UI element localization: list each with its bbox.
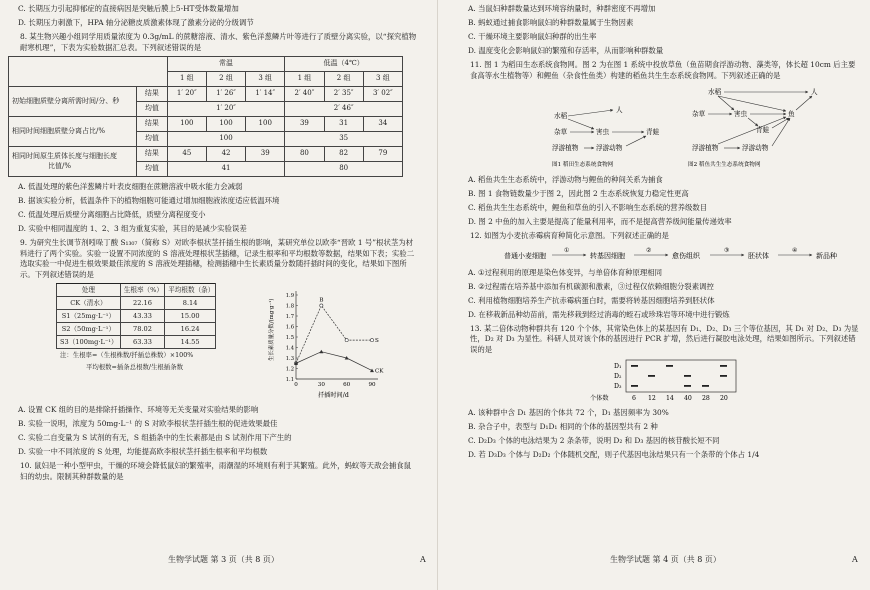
q8-cell: 1′ 20″ xyxy=(167,87,206,102)
q8-cell: 1′ 26″ xyxy=(206,87,245,102)
q8-result-label: 结果 xyxy=(137,117,168,132)
q9-cell: 78.02 xyxy=(120,323,164,336)
q8-cell: 79 xyxy=(363,147,402,162)
gel-row-d2: D₂ xyxy=(614,373,622,381)
chart-ylabel: 生长素质量分数/(mg·g⁻¹) xyxy=(269,298,275,362)
node-frog-2: 青蛙 xyxy=(756,126,770,135)
node-frog: 青蛙 xyxy=(646,128,660,137)
q8-row1-label: 初始细胞质壁分离所需时间/分、秒 xyxy=(9,87,137,117)
flow-circle-4: ④ xyxy=(792,247,798,255)
q13-gel-figure xyxy=(456,358,862,404)
q8-row3-label-a: 相同时间原生质体长度与细胞长度 xyxy=(12,151,117,160)
caption-2: 图2 稻鱼共生生态系统食物网 xyxy=(688,162,761,169)
node-pest: 害虫 xyxy=(596,128,610,137)
gel-band xyxy=(648,375,655,377)
q12-option-c: C. 利用植物细胞培养生产抗赤霉病蛋白时，需要将转基因细胞培养到胚状体 xyxy=(468,295,715,305)
q8-cell: 2′ 35″ xyxy=(324,87,363,102)
q11-option-c: C. 稻鱼共生生态系统中，鲤鱼和草鱼的引入不影响生态系统的营养级数目 xyxy=(468,202,708,212)
q8-header-low: 低温（4℃） xyxy=(285,57,403,72)
q9-line-chart xyxy=(266,283,396,401)
node-weed: 杂草 xyxy=(554,128,568,137)
gel-count: 40 xyxy=(684,395,692,403)
q8-header-normal: 常温 xyxy=(167,57,285,72)
q10-stem: 10. 鼠妇是一种小型甲虫，干燥的环境会降低鼠妇的繁殖率，雨潮湿的环境则有利于其繁殖。此外，蚂蚁等天敌会捕食鼠妇的幼虫。限制其种群数量的是 xyxy=(20,461,412,481)
q9-cell: S3（100mg·L⁻¹） xyxy=(57,336,121,349)
q9-note-1: 注：生根率=（生根株数/扦插总株数）×100% xyxy=(60,351,194,360)
q11-option-a: A. 稻鱼共生生态系统中，浮游动物与鲤鱼的种间关系为捕食 xyxy=(468,174,663,184)
flow-circle-3: ③ xyxy=(724,247,730,255)
q8-mean: 1′ 20″ xyxy=(167,102,285,117)
gel-band xyxy=(720,375,727,377)
q9-option-d: D. 实验一中不同浓度的 S 处理，均能提高欧李根状茎扦插生根率和平均根数 xyxy=(18,447,268,457)
q8-group: 3 组 xyxy=(246,72,285,87)
q8-group: 2 组 xyxy=(206,72,245,87)
page-4 xyxy=(456,4,862,464)
node-fish: 鱼 xyxy=(788,110,795,119)
q8-cell: 31 xyxy=(324,117,363,132)
x-tick-label: 30 xyxy=(317,382,325,389)
q9-cell: 16.24 xyxy=(165,323,216,336)
q9-table-wrap xyxy=(56,283,216,375)
q8-cell: 82 xyxy=(324,147,363,162)
gel-count-label: 个体数 xyxy=(590,395,609,403)
q8-stem: 8. 某生物兴趣小组同学用质量浓度为 0.3g/mL 的蔗糖溶液、清水、紫色洋葱鳞片叶等进行了质壁分离实验，以“探究植物耐寒机理”，下表为实验数据汇总表。下列叙述错误的是 xyxy=(20,32,417,52)
page-4-mark: A xyxy=(852,555,858,564)
q8-cell: 1′ 14″ xyxy=(246,87,285,102)
q8-mean-label: 均值 xyxy=(137,162,168,177)
q13-stem: 13. 某二倍体动物种群共有 120 个个体，其常染色体上的某基因有 D₁、D₂、D₃ 三个等位基因，其 D₁ 对 D₂、D₃ 为显性，D₂ 对 D₃ 为显性。科研人员对该个体的基因进行 PCR 扩增，然后进行凝胶电泳处理，结果如图所示。下列叙述错误的是 xyxy=(470,323,859,354)
point-CK xyxy=(370,369,374,373)
node-people-2: 人 xyxy=(811,88,818,97)
figure-2 xyxy=(688,87,818,168)
q9-stem: 9. 为研究生长调节剂吲哚丁酸 S₁₃₀₇（简称 S）对欧李根状茎扦插生根的影响，某研究单位以欧李“晋欧 1 号”根状茎为材料进行了两个实验。实验一设置不同浓度的 S 溶液处理根状茎插穗，记录生根率和平均根数等数据，结果如下表；实验二选取实验一中促进生根效果最佳浓度的 S 溶液处理插穗，检测插穗中生长素质量分数随扦插时间的变化，结果如下图所示。下列叙述错误的是 xyxy=(20,238,415,279)
page-3 xyxy=(6,4,418,485)
page-3-footer: 生物学试题 第 3 页（共 8 页） xyxy=(168,555,279,564)
flow-step-3: 愈伤组织 xyxy=(672,252,700,261)
node-people: 人 xyxy=(616,106,623,115)
q9-option-c: C. 实验二自变量为 S 试剂的有无，S 组插条中的生长素都是由 S 试剂作用下产生的 xyxy=(18,433,292,443)
gel-row-d1: D₁ xyxy=(614,363,622,371)
q8-cell: 2′ 40″ xyxy=(285,87,324,102)
node-rice-2: 水稻 xyxy=(708,88,722,97)
q8-option-a: A. 低温处理的紫色洋葱鳞片叶表皮细胞在蔗糖溶液中吸水能力会减弱 xyxy=(18,182,243,192)
q8-mean: 80 xyxy=(285,162,403,177)
q8-group: 1 组 xyxy=(285,72,324,87)
q13-option-a: A. 该种群中含 D₁ 基因的个体共 72 个，D₁ 基因频率为 30% xyxy=(468,407,669,417)
q8-corner xyxy=(9,57,168,87)
q8-row2-label: 相同时间细胞质壁分离占比/% xyxy=(9,117,137,147)
gel-bands xyxy=(631,365,727,387)
q12-stem: 12. 如图为小麦抗赤霉病育种简化示意图。下列叙述正确的是 xyxy=(470,230,669,240)
q9-header: 处理 xyxy=(57,284,121,297)
point-label-b: B xyxy=(319,297,324,304)
flow-step-2: 转基因细胞 xyxy=(590,252,625,261)
gel-row-d3: D₃ xyxy=(614,383,622,391)
chart-xlabel: 扦插时间/d xyxy=(318,392,349,400)
q11-option-d: D. 图 2 中鱼的加入主要是提高了能量利用率，而不是提高营养级间能量传递效率 xyxy=(468,216,732,226)
q8-mean-label: 均值 xyxy=(137,102,168,117)
flow-step-4: 胚状体 xyxy=(748,252,769,261)
q8-cell: 100 xyxy=(246,117,285,132)
q9-option-a: A. 设置 CK 组的目的是排除扦插操作、环境等无关变量对实验结果的影响 xyxy=(18,405,259,415)
q9-cell: S1（25mg·L⁻¹） xyxy=(57,310,121,323)
q9-cell: 14.55 xyxy=(165,336,216,349)
q9-cell: 22.16 xyxy=(120,297,164,310)
q8-option-c: C. 低温处理后质壁分离细胞占比降低，质壁分离程度变小 xyxy=(18,210,206,220)
q8-cell: 80 xyxy=(285,147,324,162)
figure-1 xyxy=(552,105,660,168)
q8-mean: 100 xyxy=(167,132,285,147)
node-pest-2: 害虫 xyxy=(734,110,748,119)
point-S xyxy=(320,304,323,307)
flow-circle-1: ① xyxy=(564,247,570,255)
q8-result-label: 结果 xyxy=(137,147,168,162)
q11-stem: 11. 图 1 为稻田生态系统食物网。图 2 为在图 1 系统中投放草鱼（鱼苗期食浮游动物、藻类等，体长超 10cm 后主要食高等水生植物等）和鲤鱼（杂食性鱼类）构建的稻鱼共生生态系统食物网。下列叙述正确的是 xyxy=(470,60,856,80)
q9-cell: CK（清水） xyxy=(57,297,121,310)
gel-band xyxy=(631,365,638,367)
gel-band xyxy=(720,365,727,367)
q8-cell: 3′ 02″ xyxy=(363,87,402,102)
y-tick-label: 1.2 xyxy=(285,366,294,373)
q8-cell: 39 xyxy=(285,117,324,132)
point-S xyxy=(345,339,348,342)
q12-option-b: B. ②过程需在培养基中添加有机碳源和激素，③过程仅依赖细胞分裂素调控 xyxy=(468,281,714,291)
gel-count: 20 xyxy=(720,395,728,403)
q8-cell: 42 xyxy=(206,147,245,162)
point-CK xyxy=(319,350,323,354)
y-tick-label: 1.4 xyxy=(285,345,294,352)
q8-mean-label: 均值 xyxy=(137,132,168,147)
q9-cell: 63.33 xyxy=(120,336,164,349)
q8-row3-label xyxy=(9,147,137,177)
q10-option-d: D. 温度变化会影响鼠妇的繁殖和存活率，从而影响种群数量 xyxy=(468,46,664,56)
q13-option-c: C. D₂D₃ 个体的电泳结果为 2 条条带，说明 D₂ 和 D₃ 基因的核苷酸长短不同 xyxy=(468,435,720,445)
node-zoo-2: 浮游动物 xyxy=(742,144,769,153)
node-zoo: 浮游动物 xyxy=(596,144,623,153)
q8-cell: 39 xyxy=(246,147,285,162)
q9-header: 生根率（%） xyxy=(120,284,164,297)
flow-step-1: 普通小麦细胞 xyxy=(504,252,546,261)
y-tick-label: 1.5 xyxy=(285,335,294,342)
q8-mean: 41 xyxy=(167,162,285,177)
q8-row3-label-b: 比值/% xyxy=(48,161,72,170)
x-tick-label: 0 xyxy=(294,382,298,389)
flow-step-5: 新品种 xyxy=(816,252,837,261)
flow-circle-2: ② xyxy=(646,247,652,255)
page-4-footer: 生物学试题 第 4 页（共 8 页） xyxy=(610,555,721,564)
q9-cell: 15.00 xyxy=(165,310,216,323)
x-tick-label: 90 xyxy=(368,382,376,389)
q13-option-d: D. 若 D₃D₃ 个体与 D₂D₂ 个体随机交配，则子代基因电泳结果只有一个条带的个体占 1/4 xyxy=(468,449,760,459)
node-phyto-2: 浮游植物 xyxy=(692,144,719,153)
q8-cell: 34 xyxy=(363,117,402,132)
q8-mean: 35 xyxy=(285,132,403,147)
gel-band xyxy=(666,365,673,367)
node-rice: 水稻 xyxy=(554,112,568,121)
q11-option-b: B. 图 1 食物链数量少于图 2，因此图 2 生态系统恢复力稳定性更高 xyxy=(468,188,689,198)
q9-figures xyxy=(6,283,418,401)
series-label-CK: CK xyxy=(375,368,384,375)
chart-plot-area xyxy=(286,291,385,388)
q8-mean: 2′ 46″ xyxy=(285,102,403,117)
q7-option-c: C. 长期压力引起抑郁症的直接病因是突触后膜上5-HT受体数量增加 xyxy=(18,4,239,13)
q12-flow-diagram xyxy=(456,244,862,264)
q12-option-d: D. 在移栽新品种幼苗前，需先移栽到经过消毒的蛭石或珍珠岩等环境中进行锻炼 xyxy=(468,309,730,319)
page-divider xyxy=(437,0,438,590)
q9-note-2: 平均根数=插条总根数/生根插条数 xyxy=(86,363,183,372)
gel-count: 12 xyxy=(648,395,656,403)
gel-count: 28 xyxy=(702,395,710,403)
q9-cell: 8.14 xyxy=(165,297,216,310)
caption-1: 图1 稻田生态系统食物网 xyxy=(552,162,614,169)
q7-option-d: D. 长期压力刺激下，HPA 轴分泌糖皮质激素体现了激素分泌的分级调节 xyxy=(18,18,254,28)
gel-band xyxy=(631,385,638,387)
q13-option-b: B. 杂合子中，表型与 D₁D₁ 相同的个体的基因型共有 2 种 xyxy=(468,421,658,431)
q9-header: 平均根数（条） xyxy=(165,284,216,297)
y-tick-label: 1.6 xyxy=(285,324,294,331)
gel-count: 6 xyxy=(632,395,636,403)
q9-option-b: B. 实验一说明，浓度为 50mg·L⁻¹ 的 S 对欧李根状茎扦插生根的促进效果最佳 xyxy=(18,419,278,429)
q8-option-d: D. 实验中相同温度的 1、2、3 组为重复实验，其目的是减少实验误差 xyxy=(18,224,247,234)
q11-food-webs xyxy=(456,84,862,168)
point-S xyxy=(370,339,373,342)
q8-group: 2 组 xyxy=(324,72,363,87)
q10-option-b: B. 蚂蚁通过捕食影响鼠妇的种群数量属于生物因素 xyxy=(468,18,634,28)
gel-band xyxy=(702,385,709,387)
q9-table xyxy=(56,283,216,349)
q10-option-c: C. 干燥环境主要影响鼠妇种群的出生率 xyxy=(468,32,597,42)
page-3-mark: A xyxy=(420,555,426,564)
q8-cell: 100 xyxy=(206,117,245,132)
q8-group: 1 组 xyxy=(167,72,206,87)
gel-band xyxy=(684,385,691,387)
q8-result-label: 结果 xyxy=(137,87,168,102)
y-tick-label: 1.1 xyxy=(285,377,294,384)
q8-table xyxy=(8,56,403,177)
q12-option-a: A. ①过程利用的原理是染色体变异，与单倍体育种原理相同 xyxy=(468,267,663,277)
y-tick-label: 1.7 xyxy=(285,314,294,321)
q9-cell: S2（50mg·L⁻¹） xyxy=(57,323,121,336)
y-tick-label: 1.8 xyxy=(285,303,294,310)
y-tick-label: 1.3 xyxy=(285,356,294,363)
q8-group: 3 组 xyxy=(363,72,402,87)
q9-cell: 43.33 xyxy=(120,310,164,323)
node-phyto: 浮游植物 xyxy=(552,144,579,153)
series-line-CK xyxy=(296,352,372,371)
gel-band xyxy=(684,375,691,377)
y-tick-label: 1.9 xyxy=(285,293,294,300)
x-tick-label: 60 xyxy=(343,382,351,389)
series-label-S: S xyxy=(375,338,379,345)
q10-option-a: A. 当鼠妇种群数量达到环境容纳量时，种群密度不再增加 xyxy=(468,4,656,13)
node-weed-2: 杂草 xyxy=(692,110,706,119)
q8-cell: 45 xyxy=(167,147,206,162)
gel-count: 14 xyxy=(666,395,674,403)
q8-option-b: B. 据该实验分析，低温条件下的植物细胞可能通过增加细胞液浓度适应低温环境 xyxy=(18,196,280,206)
q8-cell: 100 xyxy=(167,117,206,132)
